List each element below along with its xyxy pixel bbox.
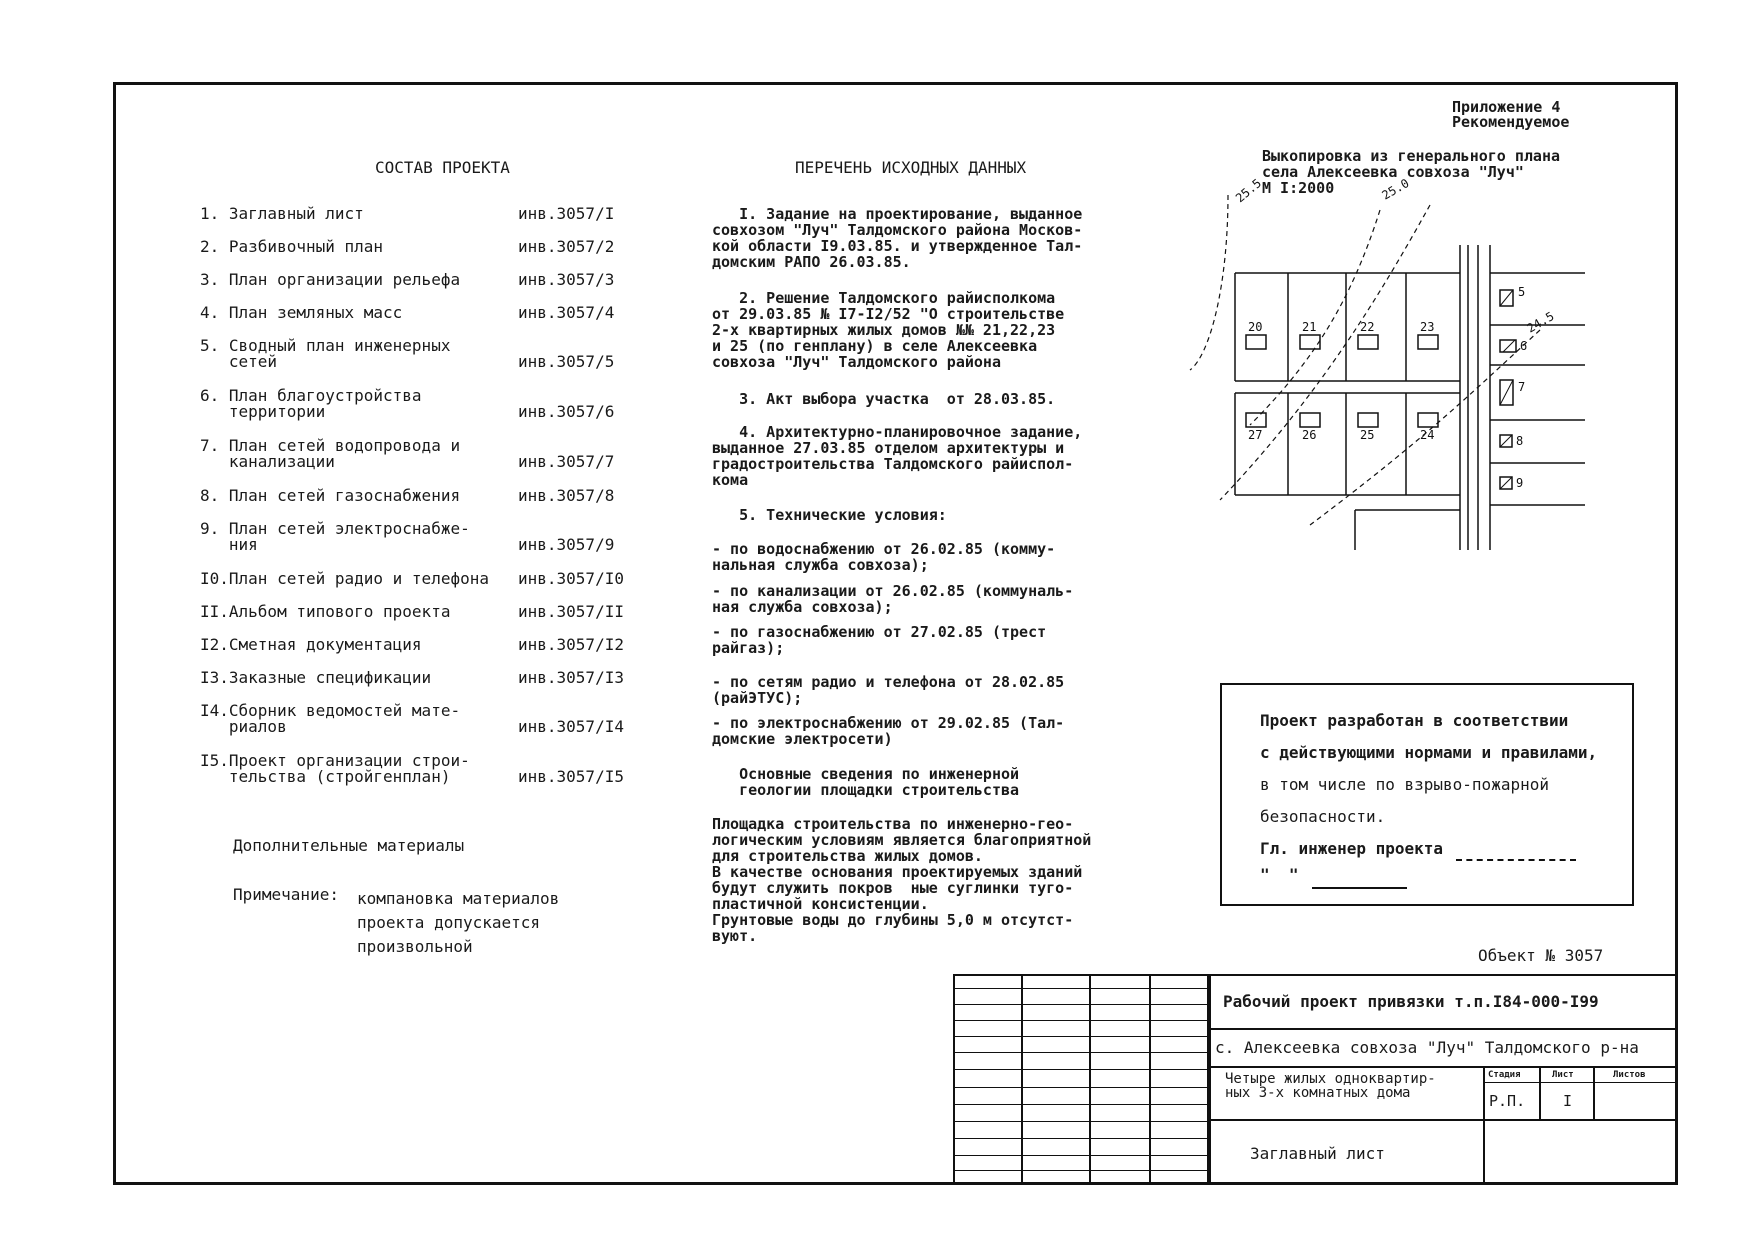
contour-label-1: 25.5	[1232, 175, 1265, 206]
composition-item-inv: инв.3057/I3	[518, 668, 624, 687]
composition-item-inv: инв.3057/5	[518, 352, 615, 371]
plan-caption: Выкопировка из генерального плана села Алексеевка совхоза "Луч" М I:2000	[1262, 147, 1561, 197]
lot-22: 22	[1360, 320, 1375, 334]
stage-header: Стадия	[1488, 1070, 1521, 1080]
source-sewer: - по канализации от 26.02.85 (коммуналь- ная служба совхоза);	[712, 582, 1074, 616]
source-radio: - по сетям радио и телефона от 28.02.85 (райЭТУС);	[712, 673, 1065, 707]
lot-7: 7	[1518, 380, 1526, 394]
contour-label-3: 24.5	[1524, 309, 1557, 336]
appendix-number: Приложение 4	[1452, 98, 1561, 116]
building-description: Четыре жилых одноквартир- ных 3-х комнатных дома	[1225, 1071, 1436, 1101]
composition-item-inv: инв.3057/II	[518, 602, 624, 621]
note-label: Примечание:	[233, 885, 339, 904]
composition-item-text: II.Альбом типового проекта	[200, 602, 451, 621]
source-data-title: ПЕРЕЧЕНЬ ИСХОДНЫХ ДАННЫХ	[795, 158, 1027, 177]
composition-item-inv: инв.3057/2	[518, 237, 615, 256]
composition-item-text: I4.Сборник ведомостей мате- риалов	[200, 701, 461, 736]
composition-item-inv: инв.3057/7	[518, 452, 615, 471]
lot-9: 9	[1516, 476, 1524, 490]
location: с. Алексеевка совхоза "Луч" Талдомского р-на	[1215, 1038, 1639, 1057]
composition-item-inv: инв.3057/I	[518, 204, 615, 223]
additional-materials: Дополнительные материалы	[233, 836, 465, 855]
note-text: компановка материалов проекта допускается произвольной	[357, 889, 560, 956]
site-plan	[1200, 175, 1640, 555]
lot-20: 20	[1248, 320, 1263, 334]
composition-item-text: 4. План земляных масс	[200, 303, 403, 322]
compliance-stamp	[1220, 683, 1634, 906]
work-title: Рабочий проект привязки т.п.I84-000-I99	[1223, 992, 1599, 1011]
title-block	[953, 974, 1675, 1185]
lot-27: 27	[1248, 428, 1263, 442]
stage-value: Р.П.	[1489, 1092, 1526, 1110]
lot-21: 21	[1302, 320, 1317, 334]
stamp-date-quotes: " "	[1260, 865, 1299, 884]
composition-item-inv: инв.3057/I5	[518, 767, 624, 786]
stamp-line-4: безопасности.	[1260, 807, 1386, 826]
sheet-header: Лист	[1552, 1070, 1574, 1080]
stamp-line-1: Проект разработан в соответствии	[1260, 711, 1569, 730]
source-gas: - по газоснабжению от 27.02.85 (трест райгаз);	[712, 623, 1047, 657]
date-line	[1312, 887, 1407, 889]
composition-item-text: 7. План сетей водопровода и канализации	[200, 436, 461, 471]
composition-item-inv: инв.3057/I0	[518, 569, 624, 588]
composition-item-text: 5. Сводный план инженерных сетей	[200, 336, 451, 371]
geology-heading: Основные сведения по инженерной геологии площадки строительства	[739, 765, 1020, 799]
composition-title: СОСТАВ ПРОЕКТА	[375, 158, 510, 177]
composition-item-text: I2.Сметная документация	[200, 635, 422, 654]
sheet-value: I	[1563, 1092, 1573, 1110]
composition-item-inv: инв.3057/I4	[518, 717, 624, 736]
stamp-line-3: в том числе по взрыво-пожарной	[1260, 775, 1549, 794]
composition-item-text: 9. План сетей электроснабже- ния	[200, 519, 470, 554]
composition-item-inv: инв.3057/9	[518, 535, 615, 554]
sheets-header: Листов	[1613, 1070, 1646, 1080]
geology-text: Площадка строительства по инженерно-гео- логическим условиям является благоприятной для строительства жилых домов. В качестве основания проектируемых зданий будут служить покров ные суглинки туго- пластичной консистенции. Грунтовые воды до глубины 5,0 м отсутст- вуют.	[712, 815, 1092, 945]
source-item-3: 3. Акт выбора участка от 28.03.85.	[712, 390, 1056, 408]
composition-item-text: 6. План благоустройства территории	[200, 386, 422, 421]
source-electric: - по электроснабжению от 29.02.85 (Тал- домские электросети)	[712, 714, 1065, 748]
composition-item-text: I5.Проект организации строи- тельства (стройгенплан)	[200, 751, 470, 786]
lot-23: 23	[1420, 320, 1435, 334]
source-water: - по водоснабжению от 26.02.85 (комму- нальная служба совхоза);	[712, 540, 1056, 574]
composition-item-inv: инв.3057/I2	[518, 635, 624, 654]
stamp-line-2: с действующими нормами и правилами,	[1260, 743, 1598, 762]
composition-item-text: 1. Заглавный лист	[200, 204, 364, 223]
stamp-chief-engineer: Гл. инженер проекта	[1260, 839, 1444, 858]
source-item-5: 5. Технические условия:	[712, 506, 947, 524]
composition-item-text: 2. Разбивочный план	[200, 237, 384, 256]
lot-25: 25	[1360, 428, 1375, 442]
composition-item-text: 8. План сетей газоснабжения	[200, 486, 461, 505]
source-item-1: I. Задание на проектирование, выданное совхозом "Луч" Талдомского района Москов- кой области I9.03.85. и утвержденное Тал- домским РАПО 26.03.85.	[712, 205, 1083, 271]
lot-26: 26	[1302, 428, 1317, 442]
source-item-4: 4. Архитектурно-планировочное задание, выданное 27.03.85 отделом архитектуры и градостроительства Талдомского райиспол- кома	[712, 423, 1083, 489]
sheet-name: Заглавный лист	[1250, 1144, 1385, 1163]
object-number: Объект № 3057	[1478, 946, 1604, 965]
composition-item-text: I0.План сетей радио и телефона	[200, 569, 489, 588]
composition-item-inv: инв.3057/8	[518, 486, 615, 505]
composition-item-text: 3. План организации рельефа	[200, 270, 461, 289]
lot-8: 8	[1516, 434, 1524, 448]
composition-item-inv: инв.3057/6	[518, 402, 615, 421]
appendix-type: Рекомендуемое	[1452, 113, 1570, 131]
lot-6: 6	[1520, 339, 1528, 353]
signature-line	[1456, 859, 1576, 861]
composition-item-text: I3.Заказные спецификации	[200, 668, 432, 687]
composition-item-inv: инв.3057/3	[518, 270, 615, 289]
composition-list	[200, 206, 640, 806]
lot-24: 24	[1420, 428, 1435, 442]
composition-item-inv: инв.3057/4	[518, 303, 615, 322]
source-item-2: 2. Решение Талдомского райисполкома от 29.03.85 № I7-I2/52 "О строительстве 2-х квартирных жилых домов №№ 21,22,23 и 25 (по генплану) в селе Алексеевка совхоза "Луч" Талдомского района	[712, 289, 1065, 371]
lot-5: 5	[1518, 285, 1526, 299]
contour-label-2: 25.0	[1379, 176, 1412, 203]
